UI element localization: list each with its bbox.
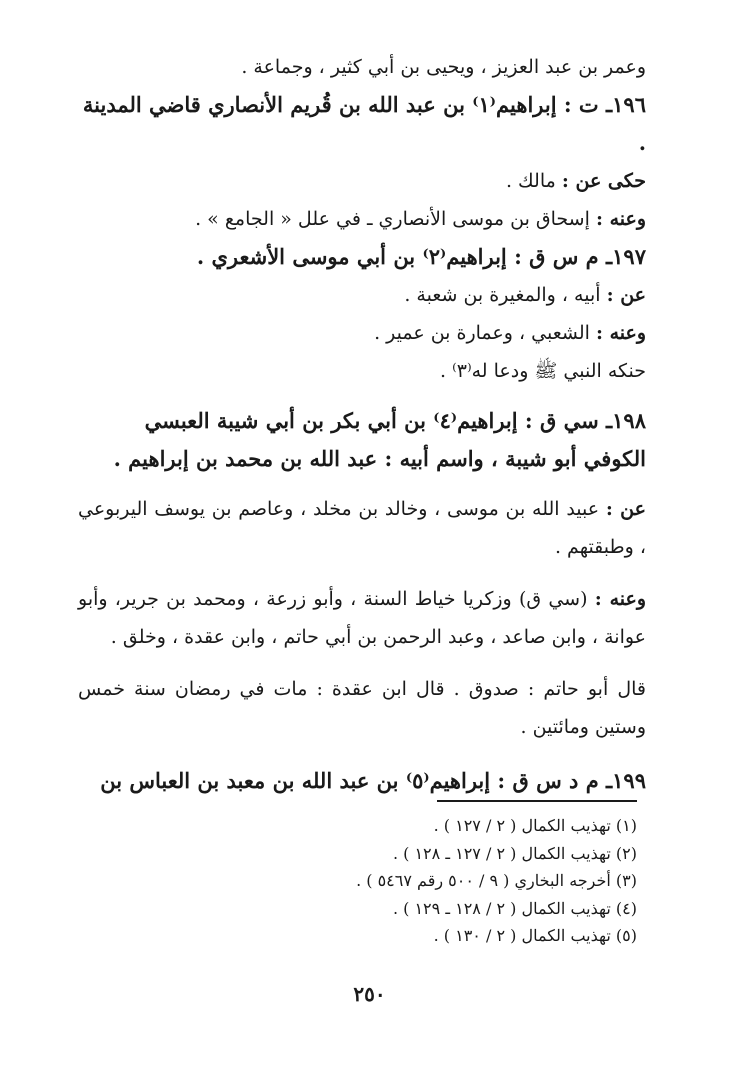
narrated-from-label: عن : xyxy=(605,498,646,520)
entry-198-note: قال أبو حاتم : صدوق . قال ابن عقدة : مات في رمضان سنة خمس وستين ومائتين . xyxy=(78,678,646,738)
narrated-from-label: حكى عن : xyxy=(561,170,646,192)
narrated-by-text: الشعبي ، وعمارة بن عمير . xyxy=(374,322,590,344)
narrated-by-label: وعنه : xyxy=(594,588,646,610)
narrated-from-label: عن : xyxy=(606,284,646,306)
page-number: ٢٥٠ xyxy=(353,982,386,1006)
continuation-line: وعمر بن عبد العزيز ، ويحيى بن أبي كثير ، وجماعة . xyxy=(241,56,646,78)
entry-196-heading: ١٩٦ـ ت : إبراهيم⁽١⁾ بن عبد الله بن قُريم الأنصاري قاضي المدينة . xyxy=(82,92,646,155)
narrated-from-text: أبيه ، والمغيرة بن شعبة . xyxy=(404,284,601,306)
footnote-divider xyxy=(437,800,637,802)
entry-197-narrated-by xyxy=(78,314,646,352)
narrated-by-text: (سي ق) وزكريا خياط السنة ، وأبو زرعة ، ومحمد بن جرير، وأبو عوانة ، وابن صاعد ، وعبد الرحمن بن أبي حاتم ، وابن عقدة ، وخلق . xyxy=(78,588,646,648)
entry-198-heading: ١٩٨ـ سي ق : إبراهيم⁽٤⁾ بن أبي بكر بن أبي شيبة العبسي الكوفي أبو شيبة ، واسم أبيه : عبد الله بن محمد بن إبراهيم . xyxy=(113,408,646,471)
narrated-by-label: وعنه : xyxy=(595,322,646,344)
footnote-5: (٥) تهذيب الكمال ( ٢ / ١٣٠ ) . xyxy=(433,926,637,945)
footnote-1: (١) تهذيب الكمال ( ٢ / ١٢٧ ) . xyxy=(433,816,637,835)
entry-197-heading: ١٩٧ـ م س ق : إبراهيم⁽٢⁾ بن أبي موسى الأشعري . xyxy=(196,244,646,269)
entry-197-narrated-from xyxy=(78,276,646,314)
entry-196-narrated-from xyxy=(78,162,646,200)
narrated-from-text: مالك . xyxy=(505,170,556,192)
narrated-by-text: إسحاق بن موسى الأنصاري ـ في علل « الجامع » . xyxy=(195,208,590,230)
footnotes xyxy=(97,812,637,950)
narrated-from-text: عبيد الله بن موسى ، وخالد بن مخلد ، وعاصم بن يوسف اليربوعي ، وطبقتهم . xyxy=(78,498,646,558)
entry-197-note: حنكه النبي ﷺ ودعا له⁽٣⁾ . xyxy=(439,360,646,382)
footnote-3: (٣) أخرجه البخاري ( ٩ / ٥٠٠ رقم ٥٤٦٧ ) . xyxy=(356,871,637,890)
footnote-2: (٢) تهذيب الكمال ( ٢ / ١٢٧ ـ ١٢٨ ) . xyxy=(392,843,637,863)
narrated-by-label: وعنه : xyxy=(595,208,646,230)
entry-198-narrated-by xyxy=(78,580,646,656)
entry-198-narrated-from xyxy=(78,490,646,566)
footnote-4: (٤) تهذيب الكمال ( ٢ / ١٢٨ ـ ١٢٩ ) . xyxy=(392,898,637,918)
entry-199-heading: ١٩٩ـ م د س ق : إبراهيم⁽٥⁾ بن عبد الله بن معبد بن العباس بن xyxy=(100,768,646,793)
page-body xyxy=(78,48,646,800)
entry-196-narrated-by xyxy=(78,200,646,238)
